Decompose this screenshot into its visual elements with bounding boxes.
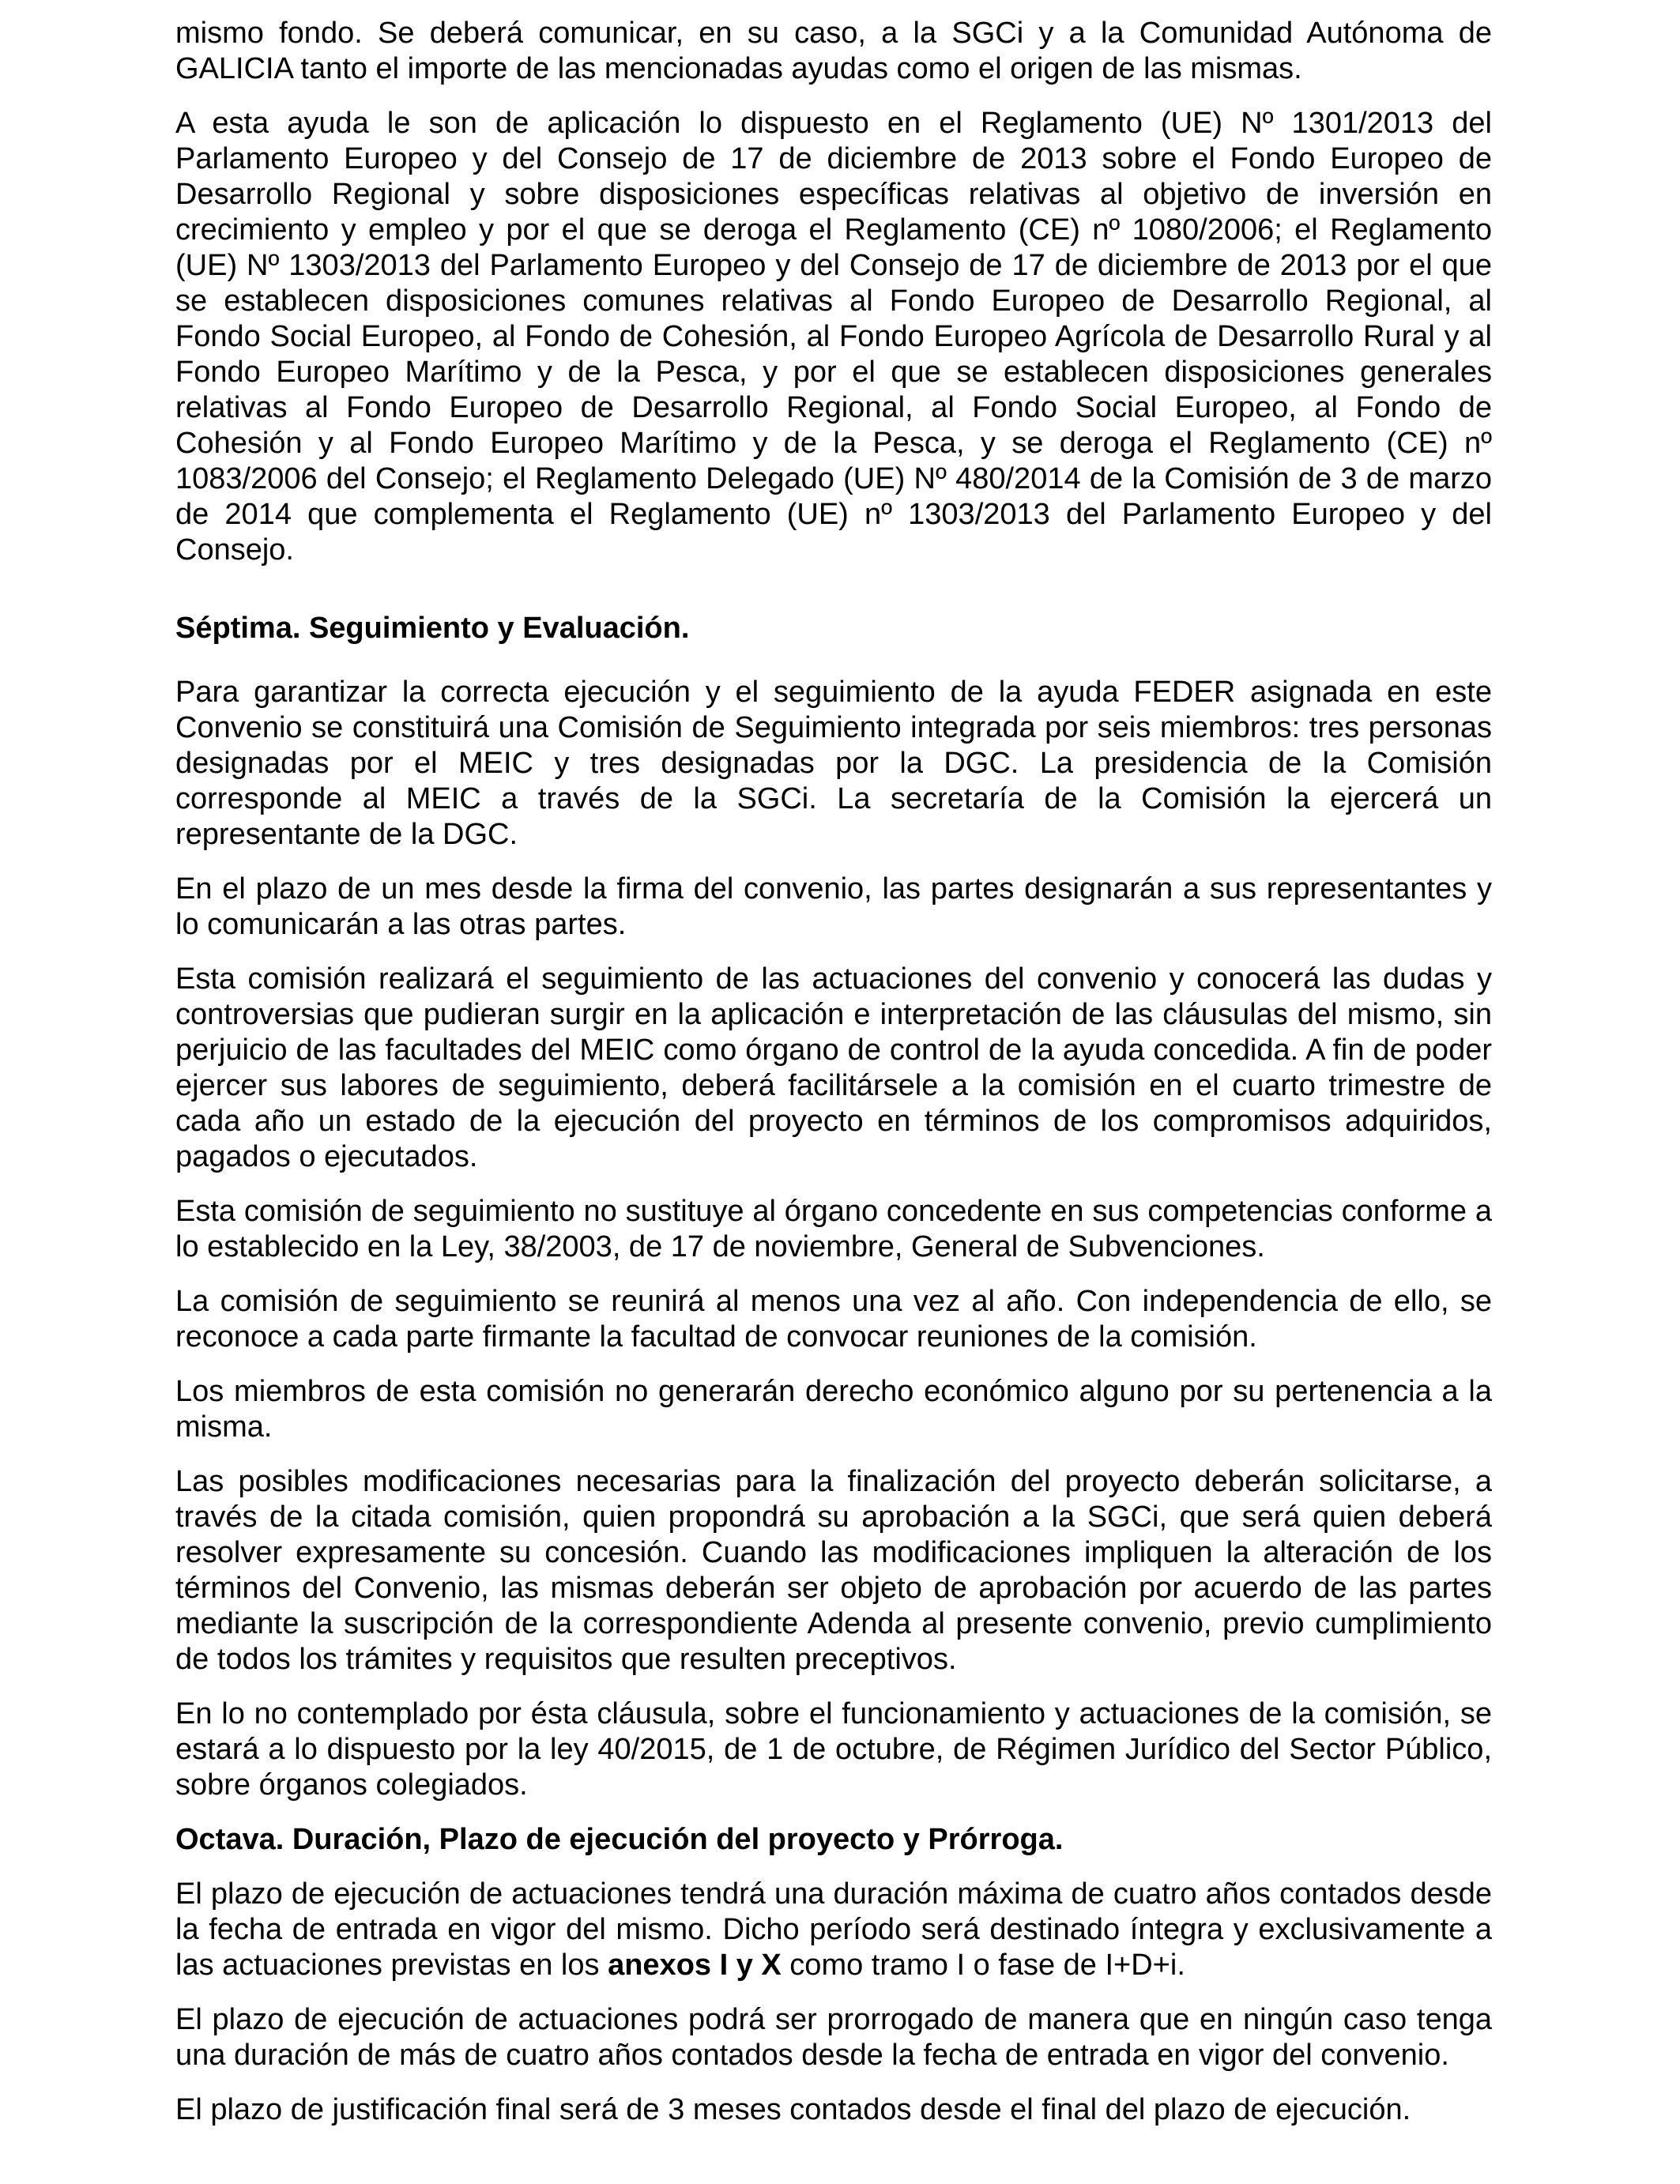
paragraph-derecho-economico: Los miembros de esta comisión no generarán derecho económico alguno por su pertenencia a la misma. (175, 1375, 1492, 1444)
paragraph-modificaciones: Las posibles modificaciones necesarias para la finalización del proyecto deberán solicitarse, a través de la citada comisión, quien propondrá su aprobación a la SGCi, que será quien deberá resolver expresamente su concesión. Cuando las modificaciones impliquen la alteración de los términos del Convenio, las mismas deberán ser objeto de aprobación por acuerdo de las partes mediante la suscripción de la correspondiente Adenda al presente convenio, previo cumplimiento de todos los trámites y requisitos que resulten preceptivos. (175, 1465, 1492, 1676)
plazo-ejecucion-text-start: El plazo de ejecución de actuaciones tendrá una duración máxima de cuatro años contados desde la fecha de entrada en vigor del mismo. Dicho período será destinado íntegra y exclusivamente a las actuaciones previstas en los (175, 1877, 1492, 1982)
paragraph-prorroga: El plazo de ejecución de actuaciones podrá ser prorrogado de manera que en ningún caso tenga una duración de más de cuatro años contados desde la fecha de entrada en vigor del convenio. (175, 2003, 1492, 2072)
paragraph-plazo-ejecucion (175, 1877, 1492, 1983)
paragraph-ley-40-2015: En lo no contemplado por ésta cláusula, sobre el funcionamiento y actuaciones de la comisión, se estará a lo dispuesto por la ley 40/2015, de 1 de octubre, de Régimen Jurídico del Sector Público, sobre órganos colegiados. (175, 1697, 1492, 1802)
paragraph-organo-concedente: Esta comisión de seguimiento no sustituye al órgano concedente en sus competencias conforme a lo establecido en la Ley, 38/2003, de 17 de noviembre, General de Subvenciones. (175, 1195, 1492, 1263)
paragraph-funciones-comision: Esta comisión realizará el seguimiento de las actuaciones del convenio y conocerá las dudas y controversias que pudieran surgir en la aplicación e interpretación de las cláusulas del mismo, sin perjuicio de las facultades del MEIC como órgano de control de la ayuda concedida. A fin de poder ejercer sus labores de seguimiento, deberá facilitársele a la comisión en el cuarto trimestre de cada año un estado de la ejecución del proyecto en términos de los compromisos adquiridos, pagados o ejecutados. (175, 962, 1492, 1173)
paragraph-regulations: A esta ayuda le son de aplicación lo dispuesto en el Reglamento (UE) Nº 1301/2013 del Parlamento Europeo y del Consejo de 17 de diciembre de 2013 sobre el Fondo Europeo de Desarrollo Regional y sobre disposiciones específicas relativas al objetivo de inversión en crecimiento y empleo y por el que se deroga el Reglamento (CE) nº 1080/2006; el Reglamento (UE) Nº 1303/2013 del Parlamento Europeo y del Consejo de 17 de diciembre de 2013 por el que se establecen disposiciones comunes relativas al Fondo Europeo de Desarrollo Regional, al Fondo Social Europeo, al Fondo de Cohesión, al Fondo Europeo Agrícola de Desarrollo Rural y al Fondo Europeo Marítimo y de la Pesca, y por el que se establecen disposiciones generales relativas al Fondo Europeo de Desarrollo Regional, al Fondo Social Europeo, al Fondo de Cohesión y al Fondo Europeo Marítimo y de la Pesca, y se deroga el Reglamento (CE) nº 1083/2006 del Consejo; el Reglamento Delegado (UE) Nº 480/2014 de la Comisión de 3 de marzo de 2014 que complementa el Reglamento (UE) nº 1303/2013 del Parlamento Europeo y del Consejo. (175, 107, 1492, 567)
heading-octava: Octava. Duración, Plazo de ejecución del proyecto y Prórroga. (175, 1823, 1064, 1856)
paragraph-plazo-designacion: En el plazo de un mes desde la firma del convenio, las partes designarán a sus representantes y lo comunicarán a las otras partes. (175, 872, 1492, 941)
document-body (175, 16, 1492, 2147)
paragraph-fund-origin: mismo fondo. Se deberá comunicar, en su caso, a la SGCi y a la Comunidad Autónoma de GALICIA tanto el importe de las mencionadas ayudas como el origen de las mismas. (175, 17, 1492, 85)
paragraph-comision-seguimiento: Para garantizar la correcta ejecución y el seguimiento de la ayuda FEDER asignada en este Convenio se constituirá una Comisión de Seguimiento integrada por seis miembros: tres personas designadas por el MEIC y tres designadas por la DGC. La presidencia de la Comisión corresponde al MEIC a través de la SGCi. La secretaría de la Comisión la ejercerá un representante de la DGC. (175, 676, 1492, 851)
paragraph-reuniones: La comisión de seguimiento se reunirá al menos una vez al año. Con independencia de ello, se reconoce a cada parte firmante la facultad de convocar reuniones de la comisión. (175, 1285, 1492, 1354)
heading-septima: Séptima. Seguimiento y Evaluación. (175, 612, 690, 645)
paragraph-justificacion: El plazo de justificación final será de 3 meses contados desde el final del plazo de ejecución. (175, 2093, 1411, 2126)
anexos-bold-text: anexos I y X (608, 1949, 782, 1982)
plazo-ejecucion-text-end: como tramo I o fase de I+D+i. (781, 1949, 1185, 1982)
